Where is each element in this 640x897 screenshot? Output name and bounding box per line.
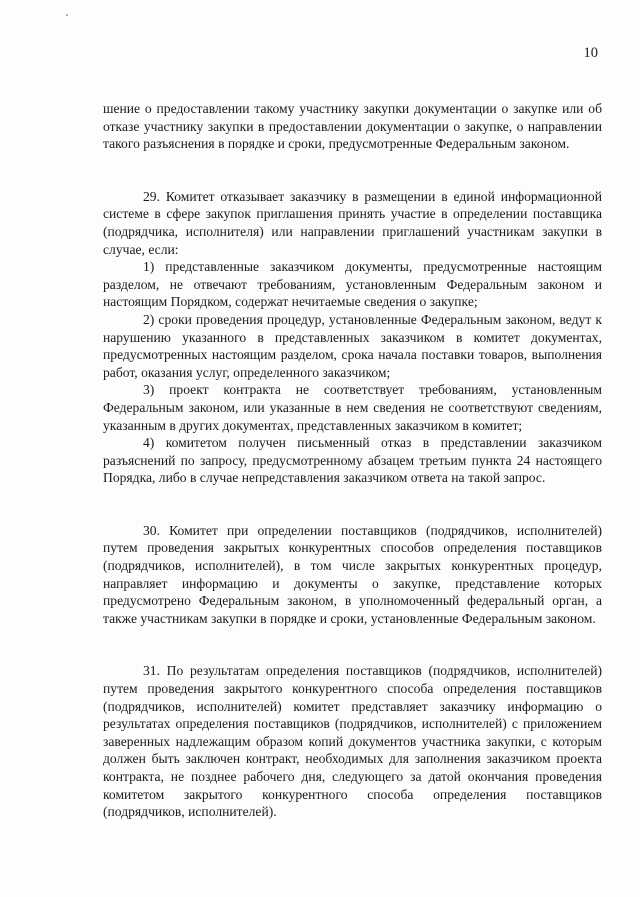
- document-body: [103, 100, 602, 821]
- paragraph-29-item-3: 3) проект контракта не соответствует требованиям, установленным Федеральным законом, или указанные в нем сведения не соответствуют сведениям, указанным в других документах, представленных заказчиком в комитет;: [103, 382, 602, 433]
- paragraph-29-item-2: 2) сроки проведения процедур, установленные Федеральным законом, ведут к нарушению указанного в представленных заказчиком в комитет документах, предусмотренных настоящим разделом, срока начала поставки товаров, выполнения работ, оказания услуг, определенного заказчиком;: [103, 311, 602, 380]
- scan-speck: [66, 14, 68, 16]
- paragraph-continuation: шение о предоставлении такому участнику закупки документации о закупке или об отказе участнику закупки в предоставлении документации о закупке, о направлении такого разъяснения в порядке и сроки, предусмотренные Федеральным законом.: [103, 101, 602, 152]
- paragraph-29: 29. Комитет отказывает заказчику в размещении в единой информационной системе в сфере закупок приглашения принять участие в определении поставщика (подрядчика, исполнителя) или направлении приглашений участникам закупки в случае, если:: [103, 188, 602, 257]
- paragraph-29-item-1: 1) представленные заказчиком документы, предусмотренные настоящим разделом, не отвечают требованиям, установленным Федеральным законом и настоящим Порядком, содержат нечитаемые сведения о закупке;: [103, 259, 602, 310]
- paragraph-30: 30. Комитет при определении поставщиков (подрядчиков, исполнителей) путем проведения закрытых конкурентных способов определения поставщиков (подрядчиков, исполнителей), в том числе закрытых конкурентных процедур, направляет информацию и документы о закупке, представление которых предусмотрено Федеральным законом, в уполномоченный федеральный орган, а также участникам закупки в порядке и сроки, установленные Федеральным законом.: [103, 522, 602, 626]
- page-number: 10: [583, 45, 598, 61]
- paragraph-31: 31. По результатам определения поставщиков (подрядчиков, исполнителей) путем проведения закрытого конкурентного способа определения поставщиков (подрядчиков, исполнителей) комитет представляет заказчику информацию о результатах определения поставщиков (подрядчиков, исполнителей) с приложением заверенных надлежащим образом копий документов участника закупки, с которым должен быть заключен контракт, необходимых для заполнения заказчиком проекта контракта, не позднее рабочего дня, следующего за датой окончания проведения комитетом закрытого конкурентного способа определения поставщиков (подрядчиков, исполнителей).: [103, 663, 602, 820]
- paragraph-29-item-4: 4) комитетом получен письменный отказ в представлении заказчиком разъяснений по запросу, предусмотренному абзацем третьим пункта 24 настоящего Порядка, либо в случае непредставления заказчиком ответа на такой запрос.: [103, 435, 602, 486]
